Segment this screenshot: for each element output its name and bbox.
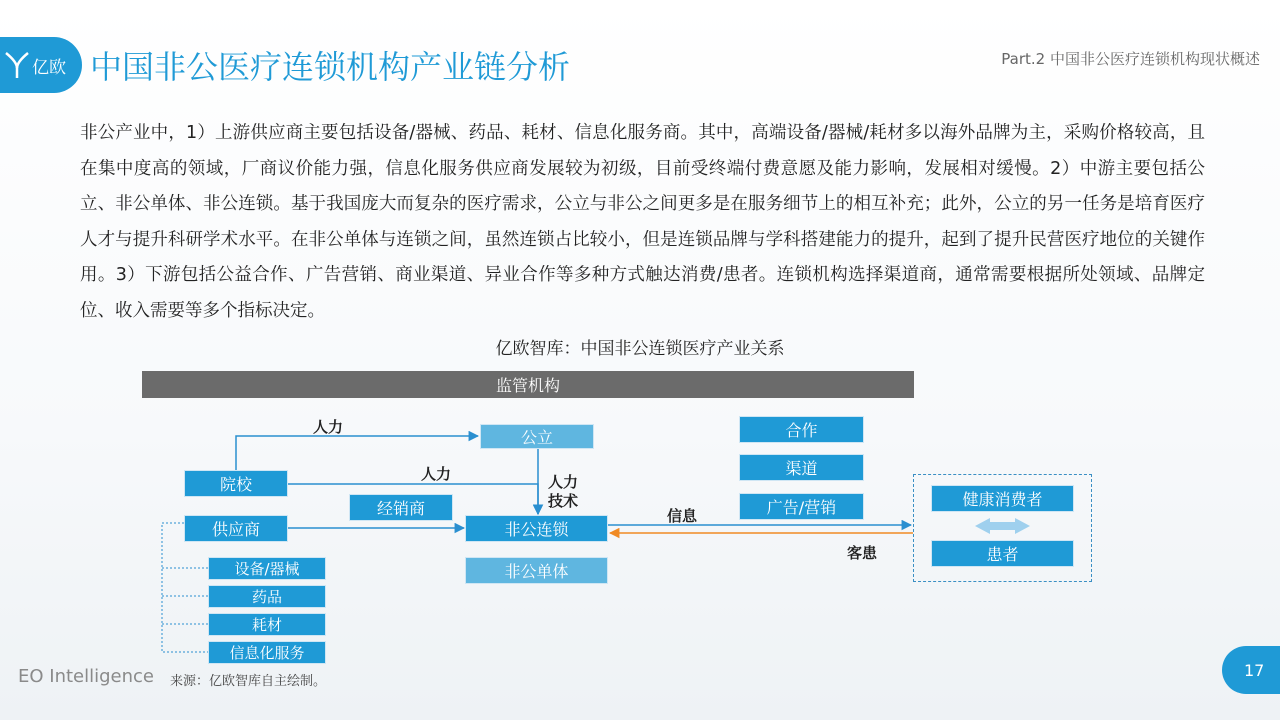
health-consumer-node: 健康消费者 (931, 485, 1074, 512)
diagram-title: 亿欧智库：中国非公连锁医疗产业关系 (495, 339, 785, 359)
body-paragraph: 非公产业中，1）上游供应商主要包括设备/器械、药品、耗材、信息化服务商。其中，高端设备/器械/耗材多以海外品牌为主，采购价格较高，且在集中度高的领域，厂商议价能力强，信息化服务供应商发展较为初级，目前受终端付费意愿及能力影响，发展相对缓慢。2）中游主要包括公立、非公单体、非公连锁。基于我国庞大而复杂的医疗需求，公立与非公之间更多是在服务细节上的相互补充；此外，公立的另一任务是培育医疗人才与提升科研学术水平。在非公单体与连锁之间，虽然连锁占比较小，但是连锁品牌与学科搭建能力的提升，起到了提升民营医疗地位的关键作用。3）下游包括公益合作、广告营销、商业渠道、异业合作等多种方式触达消费/患者。连锁机构选择渠道商，通常需要根据所处领域、品牌定位、收入需要等多个指标决定。 (80, 123, 1205, 321)
supply-it-services: 信息化服务 (208, 641, 326, 664)
distributor-node: 经销商 (349, 494, 453, 521)
chain-node: 非公连锁 (465, 515, 608, 542)
supply-equipment: 设备/器械 (208, 557, 326, 580)
channel-advertising: 广告/营销 (739, 493, 864, 520)
footer-brand: EO Intelligence (18, 666, 154, 687)
regulator-bar: 监管机构 (142, 371, 914, 398)
supplier-bracket (162, 523, 208, 652)
patient-node: 患者 (931, 540, 1074, 567)
label-info: 信息 (667, 507, 698, 525)
school-node: 院校 (184, 470, 288, 497)
supplier-node: 供应商 (184, 515, 288, 542)
channel-channel: 渠道 (739, 454, 864, 481)
channel-cooperation: 合作 (739, 416, 864, 443)
page-title: 中国非公医疗连锁机构产业链分析 (90, 48, 571, 86)
label-manpower-tech-1: 人力 (548, 473, 579, 491)
public-node: 公立 (480, 424, 594, 449)
page-number: 17 (1222, 646, 1280, 694)
section-label: Part.2 中国非公医疗连锁机构现状概述 (1001, 50, 1260, 68)
footer-source: 来源：亿欧智库自主绘制。 (170, 674, 327, 689)
label-manpower-mid: 人力 (421, 465, 452, 483)
supply-drugs: 药品 (208, 585, 326, 608)
logo-text: 亿欧 (32, 57, 66, 78)
label-manpower-tech-2: 技术 (548, 492, 579, 510)
supply-consumables: 耗材 (208, 613, 326, 636)
label-manpower-top: 人力 (313, 418, 344, 436)
single-node: 非公单体 (465, 557, 608, 584)
label-customers: 客患 (847, 544, 878, 562)
